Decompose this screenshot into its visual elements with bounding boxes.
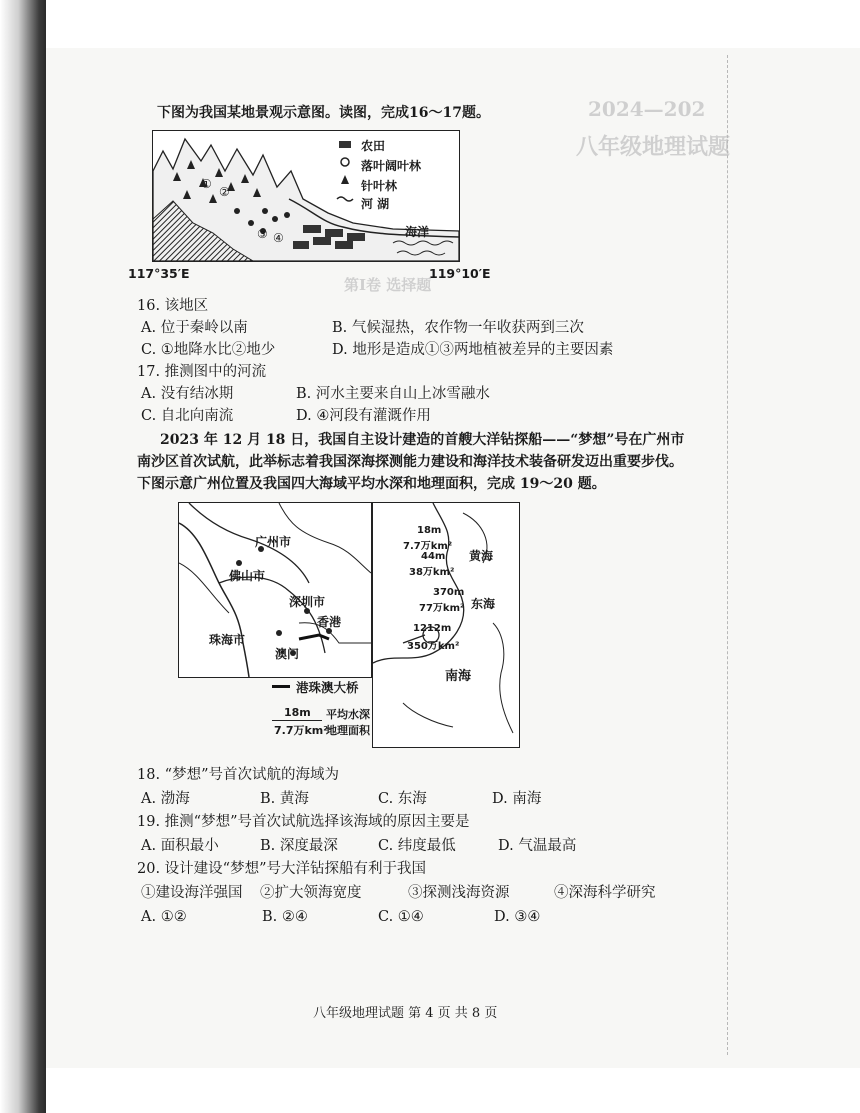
south-sea-name: 南海 xyxy=(445,669,472,684)
q17-stem: 17. 推测图中的河流 xyxy=(137,364,267,380)
q20-option-d[interactable]: D. ③④ xyxy=(494,909,541,925)
q18-option-b[interactable]: B. 黄海 xyxy=(260,791,309,807)
city-shenzhen: 深圳市 xyxy=(289,595,326,609)
legend-coniferous-forest: 针叶林 xyxy=(361,179,398,193)
q17-option-b[interactable]: B. 河水主要来自山上冰雪融水 xyxy=(296,386,490,402)
south-sea-depth: 1212m xyxy=(413,623,452,634)
legend-area-label: 地理面积 xyxy=(326,724,370,737)
q17-option-a[interactable]: A. 没有结冰期 xyxy=(141,386,234,402)
q17-option-d[interactable]: D. ④河段有灌溉作用 xyxy=(296,408,431,424)
binding-dashed-line xyxy=(727,55,728,1055)
bridge-legend-label: 港珠澳大桥 xyxy=(296,680,359,695)
q20-option-c[interactable]: C. ①④ xyxy=(378,909,424,925)
legend-sample-area: 7.7万km² xyxy=(274,724,329,737)
q16-option-b[interactable]: B. 气候湿热，农作物一年收获两到三次 xyxy=(332,320,584,336)
q19-option-a[interactable]: A. 面积最小 xyxy=(141,838,219,854)
q18-option-c[interactable]: C. 东海 xyxy=(378,791,427,807)
passage-line-1: 2023 年 12 月 18 日，我国自主设计建造的首艘大洋钻探船——“梦想”号在广州市 xyxy=(160,432,685,448)
bleed-title-exam: 八年级地理试题 xyxy=(576,134,731,160)
q16-option-a[interactable]: A. 位于秦岭以南 xyxy=(141,320,248,336)
legend-farmland: 农田 xyxy=(361,139,386,153)
bohai-depth: 18m xyxy=(417,525,442,536)
south-sea-area: 350万km² xyxy=(407,641,460,652)
intro-16-17: 下图为我国某地景观示意图。读图，完成16～17题。 xyxy=(157,105,490,121)
passage-line-3: 下图示意广州位置及我国四大海域平均水深和地理面积，完成 19～20 题。 xyxy=(137,476,606,492)
landscape-figure xyxy=(152,130,460,262)
legend-river-lake: 河 湖 xyxy=(361,197,390,211)
east-sea-name: 东海 xyxy=(471,597,496,611)
ocean-label: 海洋 xyxy=(405,225,430,239)
marker-1: ① xyxy=(201,177,212,191)
marker-2: ② xyxy=(219,185,230,199)
q18-option-a[interactable]: A. 渤海 xyxy=(141,791,190,807)
city-guangzhou: 广州市 xyxy=(255,535,292,549)
q18-option-d[interactable]: D. 南海 xyxy=(492,791,542,807)
q19-option-d[interactable]: D. 气温最高 xyxy=(498,838,577,854)
east-sea-depth: 370m xyxy=(433,587,465,598)
legend-depth-label: 平均水深 xyxy=(326,708,370,721)
yellow-sea-name: 黄海 xyxy=(469,549,494,563)
page-footer: 八年级地理试题 第 4 页 共 8 页 xyxy=(313,1006,498,1021)
longitude-right: 119°10′E xyxy=(429,266,491,281)
q20-item-2: ②扩大领海宽度 xyxy=(260,885,362,901)
q20-item-4: ④深海科学研究 xyxy=(554,885,656,901)
city-zhuhai: 珠海市 xyxy=(209,633,246,647)
q18-stem: 18. “梦想”号首次试航的海域为 xyxy=(137,767,339,783)
q16-option-d[interactable]: D. 地形是造成①③两地植被差异的主要因素 xyxy=(332,342,614,358)
bleed-section: 第Ⅰ卷 选择题 xyxy=(344,276,432,294)
q16-option-c[interactable]: C. ①地降水比②地少 xyxy=(141,342,276,358)
q20-option-a[interactable]: A. ①② xyxy=(141,909,187,925)
q20-stem: 20. 设计建设“梦想”号大洋钻探船有利于我国 xyxy=(137,861,426,877)
yellow-sea-depth: 44m xyxy=(421,551,446,562)
q16-stem: 16. 该地区 xyxy=(137,298,209,314)
scan-shadow xyxy=(0,0,46,1113)
yellow-sea-area: 38万km² xyxy=(409,567,455,578)
q19-option-b[interactable]: B. 深度最深 xyxy=(260,838,338,854)
legend-sample-divider xyxy=(272,720,322,721)
four-seas-map xyxy=(372,502,520,748)
marker-4: ④ xyxy=(273,231,284,245)
q20-option-b[interactable]: B. ②④ xyxy=(262,909,308,925)
bridge-legend-line xyxy=(272,685,290,688)
city-foshan: 佛山市 xyxy=(229,569,266,583)
longitude-left: 117°35′E xyxy=(128,266,190,281)
marker-3: ③ xyxy=(257,227,268,241)
city-macau: 澳门 xyxy=(275,647,300,661)
legend-deciduous-forest: 落叶阔叶林 xyxy=(361,159,422,173)
bleed-title-year: 2024—202 xyxy=(588,97,706,121)
city-hongkong: 香港 xyxy=(317,615,342,629)
q20-item-1: ①建设海洋强国 xyxy=(141,885,243,901)
landscape-sketch xyxy=(153,131,459,261)
legend-sample-depth: 18m xyxy=(284,706,311,719)
passage-line-2: 南沙区首次试航，此举标志着我国深海探测能力建设和海洋技术装备研发迈出重要步伐。 xyxy=(137,454,683,470)
q19-stem: 19. 推测“梦想”号首次试航选择该海域的原因主要是 xyxy=(137,814,470,830)
bohai-area: 7.7万km² xyxy=(403,541,453,552)
q17-option-c[interactable]: C. 自北向南流 xyxy=(141,408,234,424)
q20-item-3: ③探测浅海资源 xyxy=(408,885,510,901)
guangzhou-map xyxy=(178,502,372,678)
q19-option-c[interactable]: C. 纬度最低 xyxy=(378,838,456,854)
east-sea-area: 77万km² xyxy=(419,603,465,614)
